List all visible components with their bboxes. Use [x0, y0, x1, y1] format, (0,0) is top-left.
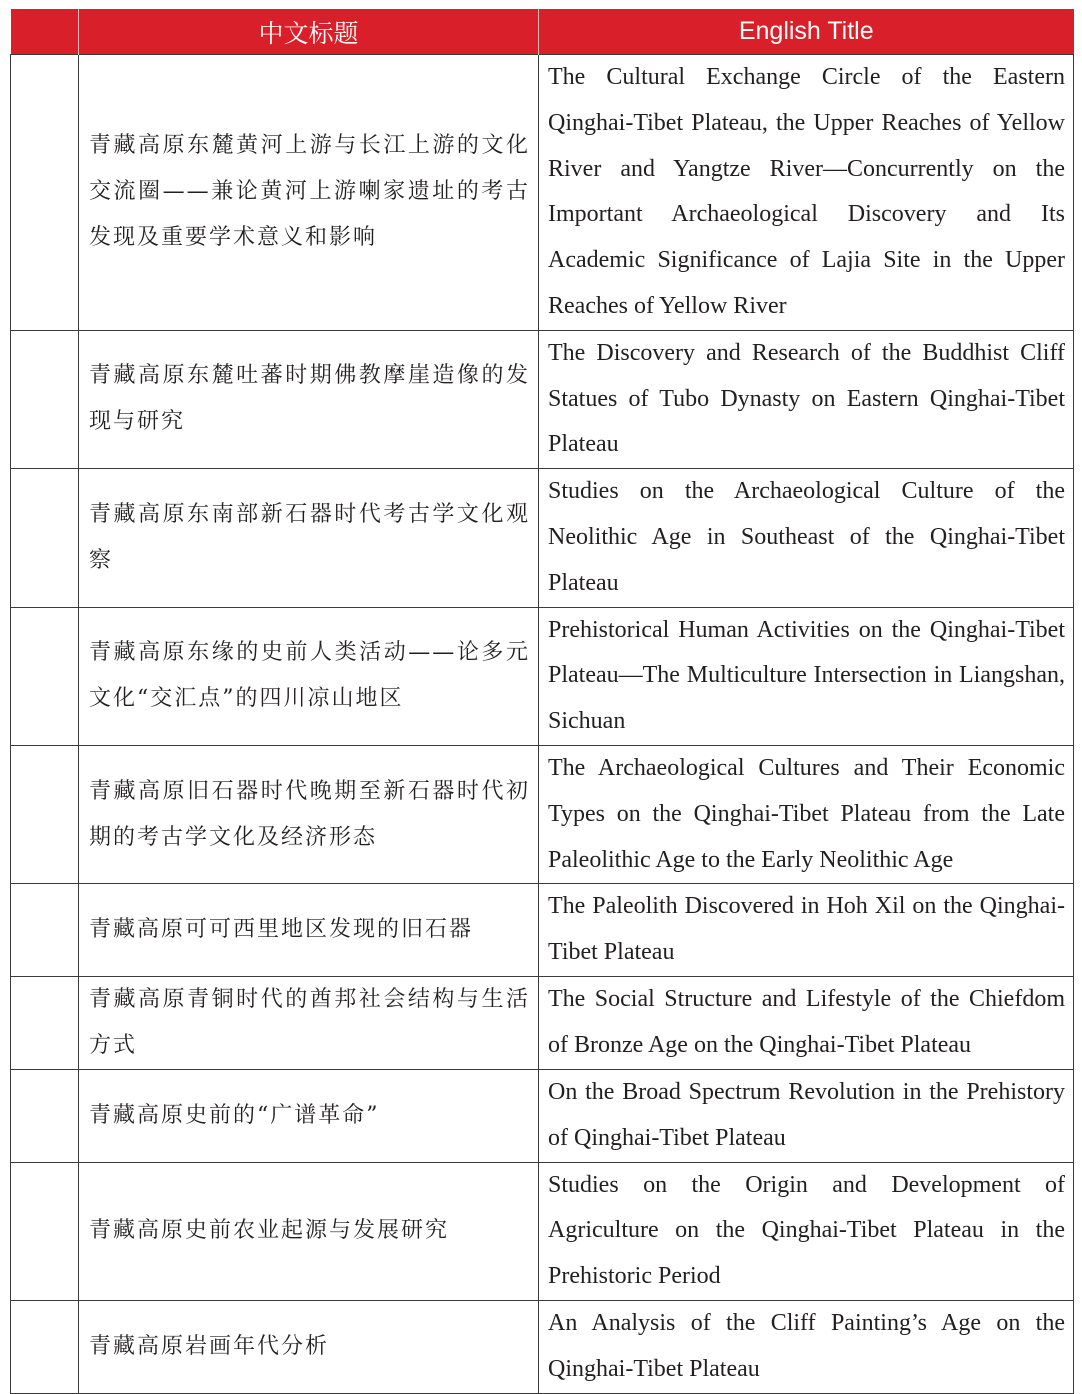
- row-number-cell: [11, 745, 79, 883]
- chinese-title-cell: 青藏高原青铜时代的酋邦社会结构与生活方式: [79, 976, 539, 1069]
- header-row: [11, 9, 1074, 55]
- chinese-title-cell: 青藏高原东麓吐蕃时期佛教摩崖造像的发现与研究: [79, 330, 539, 468]
- english-title-cell: The Cultural Exchange Circle of the Eastern Qinghai-Tibet Plateau, the Upper Reaches of Yellow River and Yangtze River—Concurrently on the Important Archaeological Discovery and Its Academic Significance of Lajia Site in the Upper Reaches of Yellow River: [539, 55, 1074, 331]
- english-title-cell: The Social Structure and Lifestyle of the Chiefdom of Bronze Age on the Qinghai-Tibet Plateau: [539, 976, 1074, 1069]
- row-number-cell: [11, 469, 79, 607]
- chinese-title-cell: 青藏高原旧石器时代晚期至新石器时代初期的考古学文化及经济形态: [79, 745, 539, 883]
- english-title-cell: On the Broad Spectrum Revolution in the Prehistory of Qinghai-Tibet Plateau: [539, 1069, 1074, 1162]
- row-number-cell: [11, 884, 79, 977]
- table-row: [11, 330, 1074, 468]
- row-number-cell: [11, 1162, 79, 1300]
- table-row: [11, 745, 1074, 883]
- chinese-title-cell: 青藏高原史前的“广谱革命”: [79, 1069, 539, 1162]
- row-number-cell: [11, 607, 79, 745]
- table-body: [11, 55, 1074, 1394]
- row-number-cell: [11, 1300, 79, 1393]
- chinese-title-cell: 青藏高原东缘的史前人类活动——论多元文化“交汇点”的四川凉山地区: [79, 607, 539, 745]
- table-row: [11, 55, 1074, 331]
- table-row: [11, 469, 1074, 607]
- english-title-cell: The Discovery and Research of the Buddhist Cliff Statues of Tubo Dynasty on Eastern Qinghai-Tibet Plateau: [539, 330, 1074, 468]
- row-number-cell: [11, 55, 79, 331]
- header-english-title: English Title: [539, 9, 1074, 55]
- chinese-title-cell: 青藏高原可可西里地区发现的旧石器: [79, 884, 539, 977]
- header-number-cell: [11, 9, 79, 55]
- table-row: [11, 976, 1074, 1069]
- row-number-cell: [11, 976, 79, 1069]
- english-title-cell: The Paleolith Discovered in Hoh Xil on the Qinghai-Tibet Plateau: [539, 884, 1074, 977]
- chinese-title-cell: 青藏高原史前农业起源与发展研究: [79, 1162, 539, 1300]
- table-row: [11, 1162, 1074, 1300]
- english-title-cell: Studies on the Origin and Development of Agriculture on the Qinghai-Tibet Plateau in the Prehistoric Period: [539, 1162, 1074, 1300]
- table-row: [11, 1069, 1074, 1162]
- table-row: [11, 607, 1074, 745]
- header-chinese-title: 中文标题: [79, 9, 539, 55]
- english-title-cell: The Archaeological Cultures and Their Economic Types on the Qinghai-Tibet Plateau from the Late Paleolithic Age to the Early Neolithic Age: [539, 745, 1074, 883]
- chinese-title-cell: 青藏高原东南部新石器时代考古学文化观察: [79, 469, 539, 607]
- row-number-cell: [11, 1069, 79, 1162]
- english-title-cell: Prehistorical Human Activities on the Qinghai-Tibet Plateau—The Multiculture Intersection in Liangshan, Sichuan: [539, 607, 1074, 745]
- chinese-title-cell: 青藏高原岩画年代分析: [79, 1300, 539, 1393]
- table-row: [11, 1300, 1074, 1393]
- english-title-cell: Studies on the Archaeological Culture of the Neolithic Age in Southeast of the Qinghai-Tibet Plateau: [539, 469, 1074, 607]
- bilingual-title-table: [10, 9, 1074, 1394]
- row-number-cell: [11, 330, 79, 468]
- table-row: [11, 884, 1074, 977]
- english-title-cell: An Analysis of the Cliff Painting’s Age on the Qinghai-Tibet Plateau: [539, 1300, 1074, 1393]
- table-header: [11, 9, 1074, 55]
- chinese-title-cell: 青藏高原东麓黄河上游与长江上游的文化交流圈——兼论黄河上游喇家遗址的考古发现及重要学术意义和影响: [79, 55, 539, 331]
